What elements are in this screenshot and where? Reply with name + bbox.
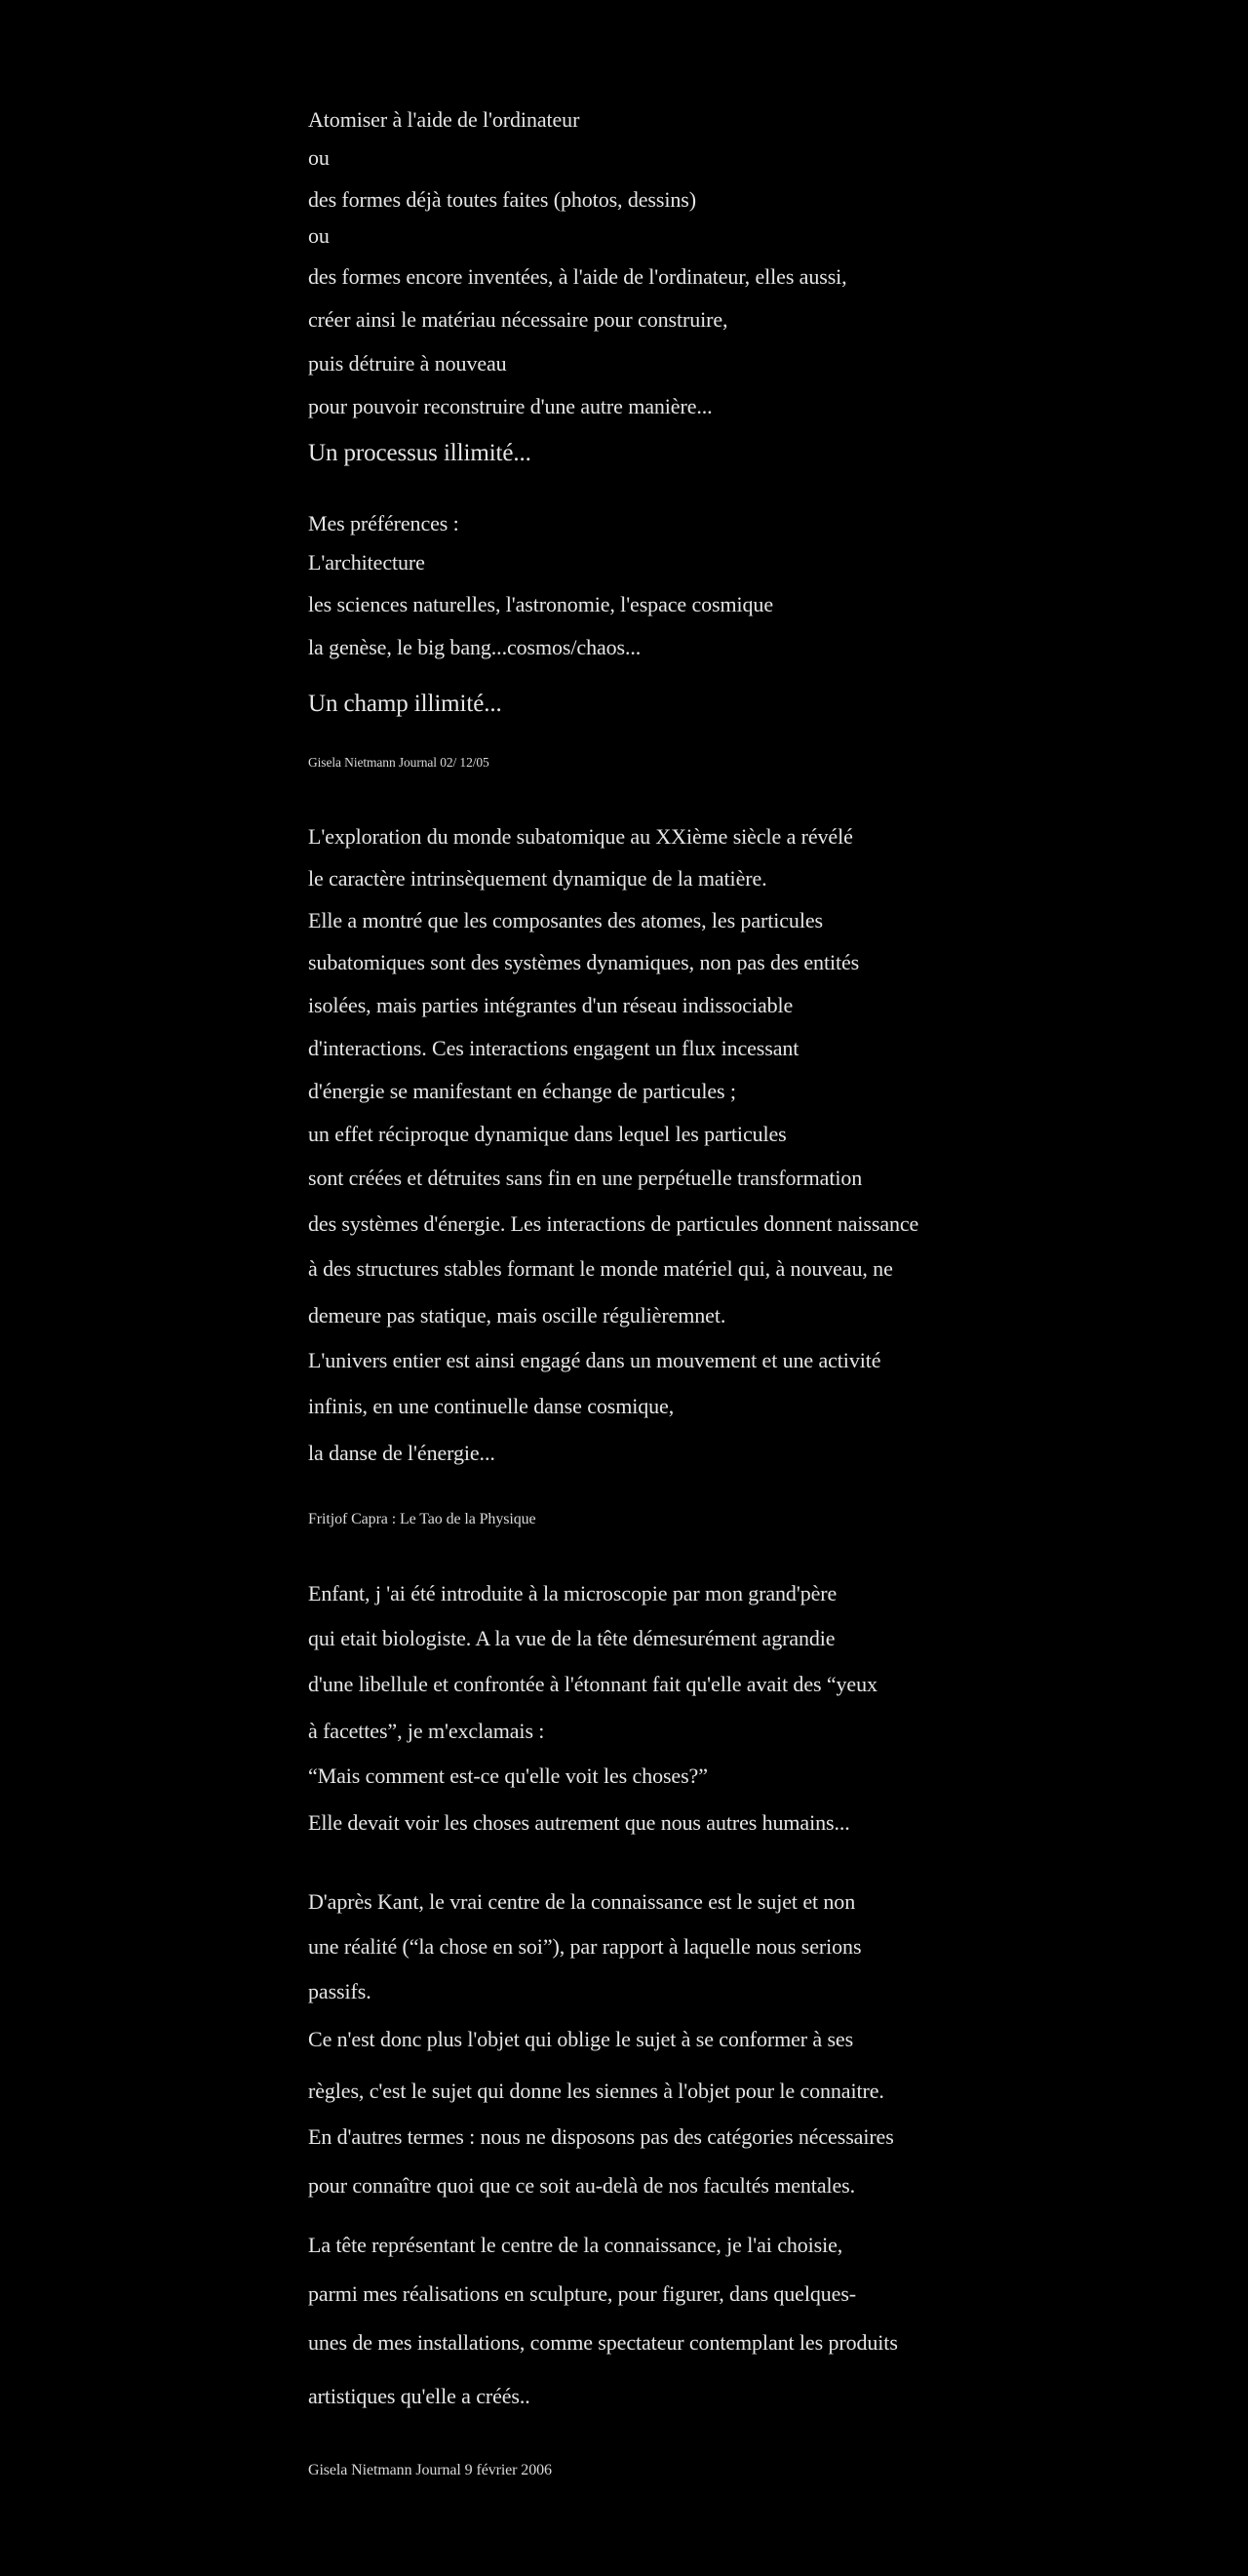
text-line: La tête représentant le centre de la connaissance, je l'ai choisie,: [308, 2233, 843, 2257]
text-line: à des structures stables formant le monde matériel qui, à nouveau, ne: [308, 1256, 893, 1281]
text-line: L'univers entier est ainsi engagé dans un mouvement et une activité: [308, 1348, 881, 1372]
text-line: infinis, en une continuelle danse cosmique,: [308, 1394, 675, 1418]
text-line: ou: [308, 223, 330, 248]
attribution: Fritjof Capra : Le Tao de la Physique: [308, 1511, 536, 1527]
text-line: d'énergie se manifestant en échange de particules ;: [308, 1079, 736, 1103]
signature: Gisela Nietmann Journal 9 février 2006: [308, 2462, 552, 2478]
text-line: parmi mes réalisations en sculpture, pour figurer, dans quelques-: [308, 2281, 857, 2306]
section-conclusion: Un champ illimité...: [308, 691, 502, 717]
text-line: les sciences naturelles, l'astronomie, l'espace cosmique: [308, 592, 773, 616]
text-line: Mes préférences :: [308, 511, 459, 535]
text-line: le caractère intrinsèquement dynamique de la matière.: [308, 866, 767, 891]
text-line: unes de mes installations, comme spectateur contemplant les produits: [308, 2330, 898, 2355]
text-line: règles, c'est le sujet qui donne les siennes à l'objet pour le connaitre.: [308, 2079, 884, 2103]
text-line: des formes déjà toutes faites (photos, dessins): [308, 187, 696, 212]
text-line: Atomiser à l'aide de l'ordinateur: [308, 107, 580, 132]
text-line: d'une libellule et confrontée à l'étonnant fait qu'elle avait des “yeux: [308, 1672, 878, 1696]
text-line: L'exploration du monde subatomique au XXième siècle a révélé: [308, 824, 853, 849]
text-line: artistiques qu'elle a créés..: [308, 2384, 530, 2408]
text-line: pour connaître quoi que ce soit au-delà de nos facultés mentales.: [308, 2173, 856, 2198]
text-line: d'interactions. Ces interactions engagent un flux incessant: [308, 1036, 800, 1060]
text-line: un effet réciproque dynamique dans lequel les particules: [308, 1122, 787, 1146]
text-line: pour pouvoir reconstruire d'une autre manière...: [308, 394, 713, 418]
text-line: puis détruire à nouveau: [308, 351, 507, 376]
text-line: qui etait biologiste. A la vue de la tête démesurément agrandie: [308, 1626, 836, 1650]
text-line: des systèmes d'énergie. Les interactions de particules donnent naissance: [308, 1211, 919, 1236]
text-line: passifs.: [308, 1979, 371, 2003]
signature: Gisela Nietmann Journal 02/ 12/05: [308, 755, 489, 770]
text-line: subatomiques sont des systèmes dynamiques, non pas des entités: [308, 950, 860, 974]
text-line: Elle devait voir les choses autrement que nous autres humains...: [308, 1810, 850, 1835]
text-line: la genèse, le big bang...cosmos/chaos...: [308, 635, 642, 659]
text-line: Ce n'est donc plus l'objet qui oblige le sujet à se conformer à ses: [308, 2027, 854, 2051]
text-line: Elle a montré que les composantes des atomes, les particules: [308, 908, 823, 932]
text-line: isolées, mais parties intégrantes d'un réseau indissociable: [308, 993, 794, 1017]
text-line: demeure pas statique, mais oscille régulièremnet.: [308, 1303, 726, 1328]
section-conclusion: Un processus illimité...: [308, 440, 531, 466]
text-line: créer ainsi le matériau nécessaire pour construire,: [308, 307, 728, 332]
text-line: D'après Kant, le vrai centre de la connaissance est le sujet et non: [308, 1889, 856, 1914]
text-line: En d'autres termes : nous ne disposons pas des catégories nécessaires: [308, 2124, 894, 2149]
text-line: la danse de l'énergie...: [308, 1441, 495, 1465]
text-line: “Mais comment est-ce qu'elle voit les choses?”: [308, 1764, 708, 1788]
text-line: une réalité (“la chose en soi”), par rapport à laquelle nous serions: [308, 1934, 862, 1959]
text-line: L'architecture: [308, 550, 425, 575]
text-line: Enfant, j 'ai été introduite à la microscopie par mon grand'père: [308, 1581, 838, 1605]
text-line: sont créées et détruites sans fin en une perpétuelle transformation: [308, 1166, 863, 1190]
text-line: à facettes”, je m'exclamais :: [308, 1719, 545, 1743]
text-line: des formes encore inventées, à l'aide de l'ordinateur, elles aussi,: [308, 264, 847, 289]
text-line: ou: [308, 145, 330, 170]
